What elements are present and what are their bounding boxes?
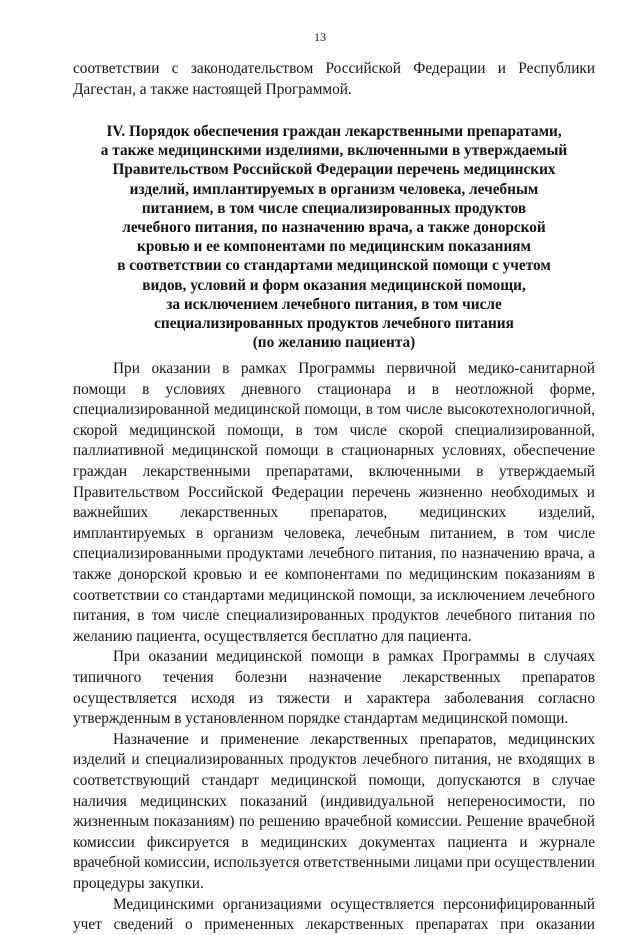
paragraph-line: утвержденным в установленном порядке стандартам медицинской помощи. xyxy=(73,710,569,728)
paragraph-line: При оказании в рамках Программы первичной медико-санитарной xyxy=(113,360,595,377)
paragraph-line: паллиативной медицинской помощи в стационарных условиях, обеспечение xyxy=(73,442,595,460)
section-heading-line: специализированных продуктов лечебного питания xyxy=(154,315,514,332)
paragraph-line: Медицинскими организациями осуществляется персонифицированный xyxy=(113,895,595,913)
paragraph-line: учет сведений о примененных лекарственных препаратах при оказании xyxy=(73,916,595,934)
paragraph-line: специализированной медицинской помощи, в том числе высокотехнологичной, xyxy=(73,401,595,419)
paragraph-line: важнейших лекарственных препаратов, медицинских изделий, xyxy=(73,504,595,522)
paragraph-line: наличия медицинских показаний (индивидуальной непереносимости, по xyxy=(73,792,595,810)
paragraph-line: процедуры закупки. xyxy=(73,875,204,892)
paragraph-line: соответствии со стандартами медицинской помощи, за исключением лечебного xyxy=(73,586,595,604)
paragraph-line: осуществляется исходя из тяжести и характера заболевания согласно xyxy=(73,689,595,707)
paragraph-line: жизненным показаниям) по решению врачебной комиссии. Решение врачебной xyxy=(73,813,595,831)
section-heading-line: питанием, в том числе специализированных продуктов xyxy=(141,199,527,217)
intro-line: соответствии с законодательством Российской Федерации и Республики xyxy=(73,60,595,77)
section-heading-line: кровью и ее компонентами по медицинским показаниям xyxy=(137,238,531,256)
paragraph-line: Назначение и применение лекарственных препаратов, медицинских xyxy=(113,730,595,748)
paragraph-line: специализированными продуктами лечебного питания, по назначению врача, а xyxy=(73,545,595,563)
paragraph-line: изделий и специализированных продуктов лечебного питания, не входящих в xyxy=(73,751,595,769)
paragraph-line: помощи в условиях дневного стационара и в неотложной форме, xyxy=(73,380,595,398)
section-heading-line: IV. Порядок обеспечения граждан лекарственными препаратами, xyxy=(106,123,562,140)
paragraph-line: типичного течения болезни назначение лекарственных препаратов xyxy=(73,669,595,686)
section-heading-line: изделий, имплантируемых в организм человека, лечебным xyxy=(129,180,539,198)
section-heading-line: а также медицинскими изделиями, включенными в утверждаемый xyxy=(100,142,568,160)
paragraph-line: желанию пациента, осуществляется бесплатно для пациента. xyxy=(73,627,472,645)
paragraph-line: врачебной комиссии, используется ответственными лицами при осуществлении xyxy=(73,854,596,872)
page-number: 13 xyxy=(314,30,326,44)
section-heading-line: за исключением лечебного питания, в том числе xyxy=(166,295,502,313)
section-heading-line: в соответствии со стандартами медицинской помощи с учетом xyxy=(117,257,551,275)
section-heading-line: Правительством Российской Федерации перечень медицинских xyxy=(112,161,556,179)
intro-line: Дагестан, а также настоящей Программой. xyxy=(73,81,352,98)
paragraph-line: также донорской кровью и ее компонентами по медицинским показаниям в xyxy=(73,566,595,583)
paragraph-line: При оказании медицинской помощи в рамках Программы в случаях xyxy=(113,648,595,666)
paragraph-line: комиссии фиксируется в медицинских документах пациента и журнале xyxy=(73,833,595,851)
paragraph-line: соответствующий стандарт медицинской помощи, допускаются в случае xyxy=(73,772,595,789)
section-heading-line: видов, условий и форм оказания медицинской помощи, xyxy=(142,276,526,294)
paragraph-line: питания, в том числе специализированных продуктов лечебного питания по xyxy=(73,607,595,625)
section-heading-line: лечебного питания, по назначению врача, а также донорской xyxy=(122,219,546,236)
paragraph-line: Правительством Российской Федерации перечень жизненно необходимых и xyxy=(73,483,595,501)
section-heading-line: (по желанию пациента) xyxy=(252,334,416,352)
paragraph-line: граждан лекарственными препаратами, включенными в утверждаемый xyxy=(73,463,595,480)
paragraph-line: скорой медицинской помощи, в том числе скорой специализированной, xyxy=(73,421,595,439)
paragraph-line: имплантируемых в организм человека, лечебным питанием, в том числе xyxy=(73,524,595,542)
